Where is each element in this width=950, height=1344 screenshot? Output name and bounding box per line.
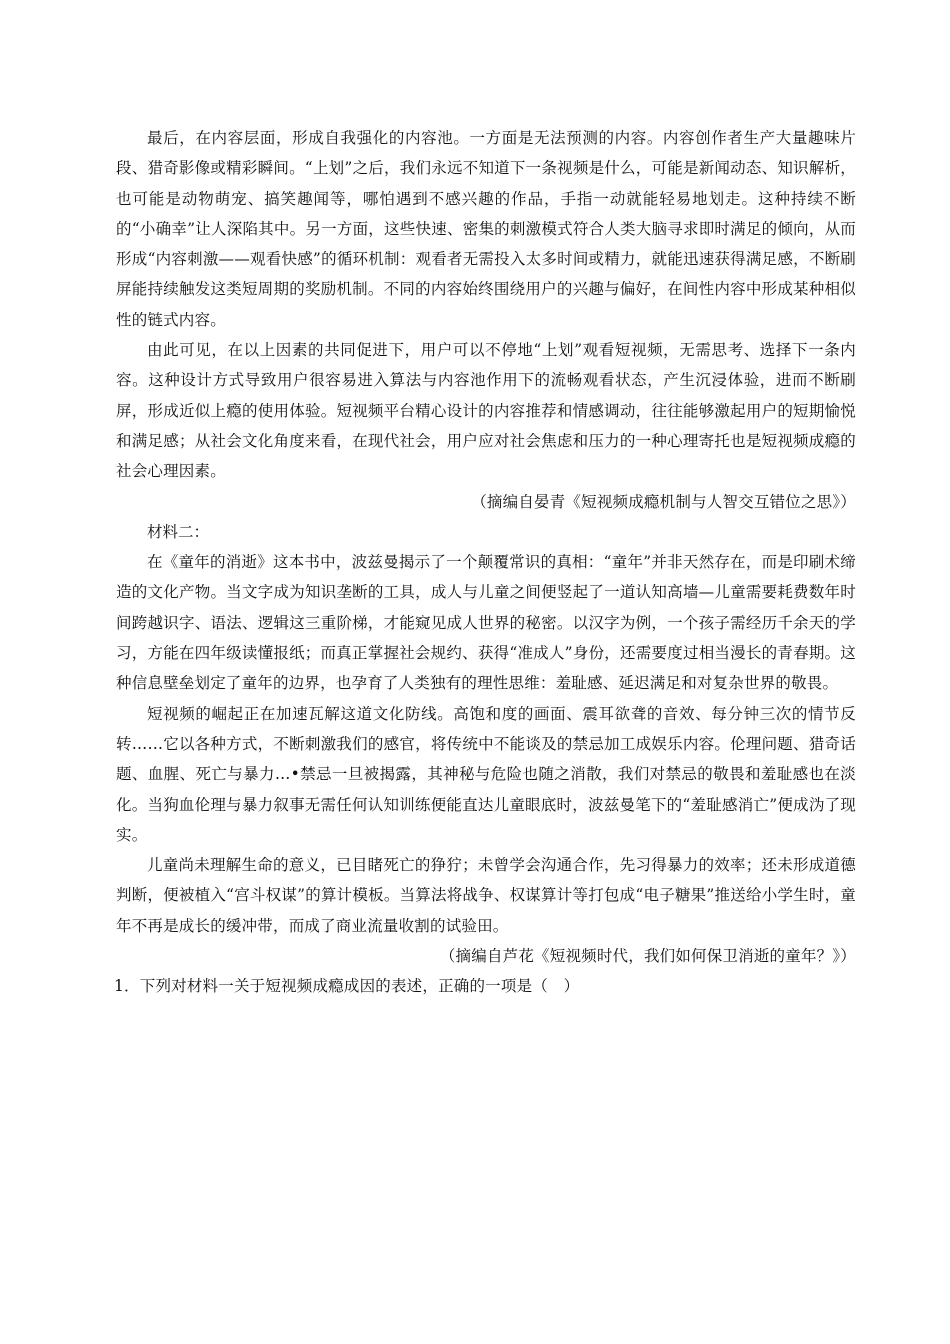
material2-source: （摘编自芦花《短视频时代，我们如何保卫消逝的童年？》） (439, 947, 856, 966)
material1-paragraph: 最后，在内容层面，形成自我强化的内容池。一方面是无法预测的内容。内容创作者生产大量趣味片段、猎奇影像或精彩瞬间。“上划”之后，我们永远不知道下一条视频是什么，可能是新闻动态、知识解析，也可能是动物萌宠、搞笑趣闻等，哪怕遇到不感兴趣的作品，手指一动就能轻易地划走。这种持续不断的“小确幸”让人深陷其中。另一方面，这些快速、密集的刺激模式符合人类大脑寻求即时满足的倾向，从而形成“内容刺激——观看快感”的循环机制：观看者无需投入太多时间或精力，就能迅速获得满足感，不断刷屏能持续触发这类短周期的奖励机制。不同的内容始终围绕用户的兴趣与偏好，在间性内容中形成某种相似性的链式内容。 (116, 129, 856, 329)
material2-label: 材料二： (147, 522, 210, 541)
material1-paragraph: 由此可见，在以上因素的共同促进下，用户可以不停地“上划”观看短视频，无需思考、选择下一条内容。这种设计方式导致用户很容易进入算法与内容池作用下的流畅观看状态，产生沉浸体验，进而不断刷屏，形成近似上瘾的使用体验。短视频平台精心设计的内容推荐和情感调动，往往能够激起用户的短期愉悦和满足感；从社会文化角度来看，在现代社会，用户应对社会焦虑和压力的一种心理寄托也是短视频成瘾的社会心理因素。 (116, 341, 856, 481)
material1-source: （摘编自晏青《短视频成瘾机制与人智交互错位之思》） (471, 492, 856, 511)
material2-paragraph: 短视频的崛起正在加速瓦解这道文化防线。高饱和度的画面、震耳欲聋的音效、每分钟三次的情节反转……它以各种方式，不断刺激我们的感官，将传统中不能谈及的禁忌加工成娱乐内容。伦理问题、猎奇话题、血腥、死亡与暴力…•禁忌一旦被揭露，其神秘与危险也随之消散，我们对禁忌的敬畏和羞耻感也在淡化。当狗血伦理与暴力叙事无需任何认知训练便能直达儿童眼底时，波兹曼笔下的“羞耻感消亡”便成沩了现实。 (116, 704, 856, 844)
question-1: 1．下列对材料一关于短视频成瘾成因的表述，正确的一项是（ ） (114, 977, 580, 996)
material2-paragraph: 儿童尚未理解生命的意义，已目睹死亡的狰狞；未曾学会沟通合作，先习得暴力的效率；还未形成道德判断，便被植入“宫斗权谋”的算计模板。当算法将战争、权谋算计等打包成“电子糖果”推送给小学生时，童年不再是成长的缓冲带，而成了商业流量收割的试验田。 (116, 856, 856, 935)
document-page (116, 123, 856, 1002)
material2-paragraph: 在《童年的消逝》这本书中，波兹曼揭示了一个颠覆常识的真相：“童年”并非天然存在，而是印刷术缔造的文化产物。当文字成为知识垄断的工具，成人与儿童之间便竖起了一道认知高墙—儿童需要耗费数年时间跨越识字、语法、逻辑这三重阶梯，才能窥见成人世界的秘密。以汉字为例，一个孩子需经历千余天的学习，方能在四年级读懂报纸；而真正掌握社会规约、获得“准成人”身份，还需要度过相当漫长的青春期。这种信息壁垒划定了童年的边界，也孕育了人类独有的理性思维：羞耻感、延迟满足和对复杂世界的敬畏。 (116, 553, 856, 693)
